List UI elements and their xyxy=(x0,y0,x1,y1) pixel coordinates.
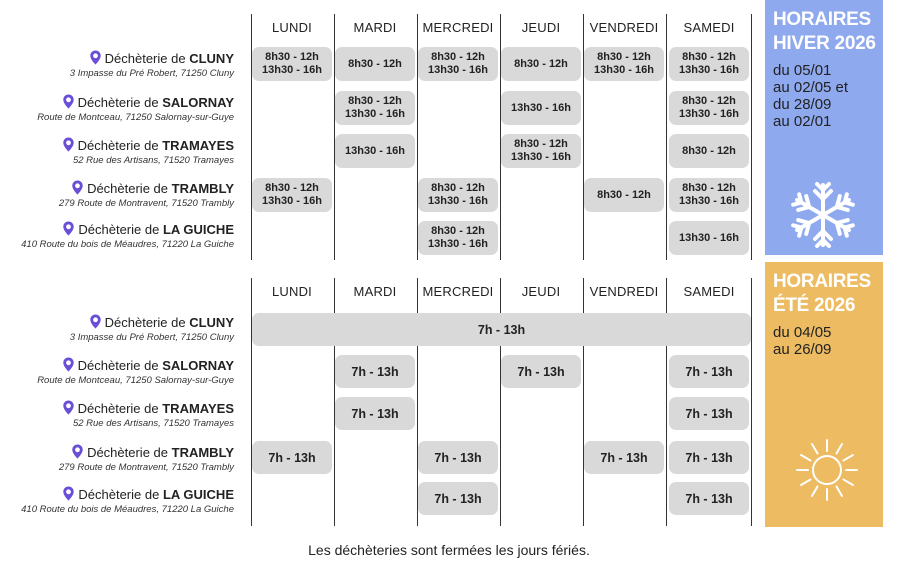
slot-time: 8h30 - 12h xyxy=(431,182,485,194)
slot-time: 7h - 13h xyxy=(685,406,733,421)
slot-time: 8h30 - 12h xyxy=(682,95,736,107)
schedule-slot xyxy=(501,91,581,125)
summer-title-line1: HORAIRES xyxy=(773,271,871,292)
slot-time: 7h - 13h xyxy=(685,450,733,465)
schedule-slot xyxy=(418,441,498,474)
site-prefix: Déchèterie de xyxy=(87,445,169,460)
site-name xyxy=(70,314,234,331)
schedule-slot xyxy=(669,134,749,168)
site-town: CLUNY xyxy=(189,51,234,66)
day-header: MARDI xyxy=(353,284,397,299)
site-prefix: Déchèterie de xyxy=(104,51,186,66)
day-header: LUNDI xyxy=(271,284,312,299)
slot-time: 7h - 13h xyxy=(517,364,565,379)
slot-time: 8h30 - 12h xyxy=(682,144,736,157)
site-name xyxy=(59,180,234,197)
site-label xyxy=(62,400,234,430)
site-address: 52 Rue des Artisans, 71520 Tramayes xyxy=(72,418,234,429)
location-pin-icon xyxy=(89,314,102,329)
site-label xyxy=(70,50,234,80)
winter-dates xyxy=(765,56,883,130)
slot-time: 7h - 13h xyxy=(685,491,733,506)
schedule-slot xyxy=(669,178,749,212)
slot-time: 7h - 13h xyxy=(351,406,399,421)
day-header: VENDREDI xyxy=(589,20,659,35)
slot-time: 8h30 - 12h xyxy=(265,51,319,63)
day-header: VENDREDI xyxy=(589,284,659,299)
site-town: LA GUICHE xyxy=(162,487,234,502)
summer-title xyxy=(765,262,883,318)
schedule-slot xyxy=(669,221,749,255)
site-prefix: Déchèterie de xyxy=(78,222,160,237)
snowflake-icon xyxy=(789,181,857,249)
location-pin-icon xyxy=(62,221,75,236)
site-town: SALORNAY xyxy=(162,95,234,110)
location-pin-icon xyxy=(62,137,75,152)
schedule-slot xyxy=(584,178,664,212)
schedule-slot xyxy=(418,221,498,255)
site-label xyxy=(21,486,234,516)
site-name xyxy=(37,357,234,374)
site-address: 3 Impasse du Pré Robert, 71250 Cluny xyxy=(69,332,234,343)
schedule-slot xyxy=(669,397,749,430)
site-address: Route de Montceau, 71250 Salornay-sur-Guye xyxy=(37,112,234,123)
slot-time: 8h30 - 12h xyxy=(682,182,736,194)
schedule-slot xyxy=(335,91,415,125)
slot-time: 13h30 - 16h xyxy=(594,64,654,76)
slot-time: 13h30 - 16h xyxy=(679,231,739,244)
schedule-slot xyxy=(335,397,415,430)
slot-time: 13h30 - 16h xyxy=(511,151,571,163)
slot-time: 7h - 13h xyxy=(351,364,399,379)
slot-time: 7h - 13h xyxy=(434,491,482,506)
schedule-slot xyxy=(501,355,581,388)
slot-time: 8h30 - 12h xyxy=(682,51,736,63)
site-address: 3 Impasse du Pré Robert, 71250 Cluny xyxy=(69,68,234,79)
slot-time: 8h30 - 12h xyxy=(431,51,485,63)
day-header: JEUDI xyxy=(521,20,561,35)
schedule-slot xyxy=(669,47,749,81)
slot-time: 13h30 - 16h xyxy=(679,108,739,120)
column-divider xyxy=(666,14,667,260)
site-prefix: Déchèterie de xyxy=(77,401,159,416)
slot-time: 13h30 - 16h xyxy=(262,64,322,76)
schedule-slot xyxy=(252,47,332,81)
location-pin-icon xyxy=(71,180,84,195)
schedule-slot-all-week xyxy=(252,313,751,346)
slot-time: 8h30 - 12h xyxy=(597,188,651,201)
site-name xyxy=(62,400,234,417)
site-town: TRAMAYES xyxy=(162,401,234,416)
schedule-slot xyxy=(335,355,415,388)
site-address: 410 Route du bois de Méaudres, 71220 La Guiche xyxy=(21,504,234,515)
site-prefix: Déchèterie de xyxy=(104,315,186,330)
day-header: SAMEDI xyxy=(683,20,735,35)
slot-time: 13h30 - 16h xyxy=(511,101,571,114)
site-name xyxy=(37,94,234,111)
site-town: LA GUICHE xyxy=(162,222,234,237)
site-prefix: Déchèterie de xyxy=(77,358,159,373)
site-label xyxy=(37,94,234,124)
winter-title-line1: HORAIRES xyxy=(773,9,871,30)
winter-date-line: au 02/01 xyxy=(773,113,832,130)
day-header: JEUDI xyxy=(521,284,561,299)
slot-time: 8h30 - 12h xyxy=(348,57,402,70)
slot-time: 13h30 - 16h xyxy=(679,64,739,76)
sun-icon xyxy=(791,434,863,506)
slot-time: 7h - 13h xyxy=(268,450,316,465)
location-pin-icon xyxy=(89,50,102,65)
slot-time: 8h30 - 12h xyxy=(265,182,319,194)
slot-time: 7h - 13h xyxy=(600,450,648,465)
footer-note: Les déchèteries sont fermées les jours fériés. xyxy=(308,542,590,558)
site-name xyxy=(21,221,234,238)
summer-title-line2: ÉTÉ 2026 xyxy=(773,295,856,316)
winter-panel xyxy=(765,0,883,255)
site-address: Route de Montceau, 71250 Salornay-sur-Guye xyxy=(37,375,234,386)
site-prefix: Déchèterie de xyxy=(77,138,159,153)
column-divider xyxy=(751,278,752,526)
schedule-slot xyxy=(584,47,664,81)
schedule-slot xyxy=(584,441,664,474)
schedule-slot xyxy=(669,441,749,474)
slot-time: 7h - 13h xyxy=(434,450,482,465)
slot-time: 13h30 - 16h xyxy=(428,195,488,207)
day-header: MERCREDI xyxy=(422,20,494,35)
day-header: MERCREDI xyxy=(422,284,494,299)
site-town: CLUNY xyxy=(189,315,234,330)
location-pin-icon xyxy=(62,400,75,415)
location-pin-icon xyxy=(62,94,75,109)
site-name xyxy=(62,137,234,154)
site-address: 410 Route du bois de Méaudres, 71220 La Guiche xyxy=(21,239,234,250)
slot-time: 7h - 13h xyxy=(685,364,733,379)
day-header: LUNDI xyxy=(271,20,312,35)
column-divider xyxy=(251,278,252,526)
slot-time: 8h30 - 12h xyxy=(348,95,402,107)
schedule-slot xyxy=(335,47,415,81)
winter-title xyxy=(765,0,883,56)
site-label xyxy=(62,137,234,167)
schedule-slot xyxy=(501,47,581,81)
winter-title-line2: HIVER 2026 xyxy=(773,33,876,54)
winter-date-line: du 05/01 xyxy=(773,62,832,79)
winter-date-line: du 28/09 xyxy=(773,96,832,113)
site-address: 52 Rue des Artisans, 71520 Tramayes xyxy=(72,155,234,166)
day-header: MARDI xyxy=(353,20,397,35)
slot-time: 13h30 - 16h xyxy=(428,238,488,250)
summer-date-line: du 04/05 xyxy=(773,324,832,341)
site-town: TRAMBLY xyxy=(171,181,234,196)
day-header: SAMEDI xyxy=(683,284,735,299)
site-address: 279 Route de Montravent, 71520 Trambly xyxy=(58,198,234,209)
site-name xyxy=(21,486,234,503)
site-address: 279 Route de Montravent, 71520 Trambly xyxy=(58,462,234,473)
schedule-slot xyxy=(418,47,498,81)
schedule-slot xyxy=(418,482,498,515)
site-label xyxy=(59,444,234,474)
slot-time: 8h30 - 12h xyxy=(514,138,568,150)
site-prefix: Déchèterie de xyxy=(87,181,169,196)
schedule-slot xyxy=(335,134,415,168)
site-label xyxy=(21,221,234,251)
summer-date-line: au 26/09 xyxy=(773,341,832,358)
summer-panel xyxy=(765,262,883,527)
location-pin-icon xyxy=(71,444,84,459)
site-town: TRAMAYES xyxy=(162,138,234,153)
location-pin-icon xyxy=(62,357,75,372)
schedule-slot xyxy=(501,134,581,168)
location-pin-icon xyxy=(62,486,75,501)
slot-time: 13h30 - 16h xyxy=(679,195,739,207)
slot-time: 13h30 - 16h xyxy=(345,108,405,120)
site-label xyxy=(37,357,234,387)
site-prefix: Déchèterie de xyxy=(78,487,160,502)
column-divider xyxy=(751,14,752,260)
site-prefix: Déchèterie de xyxy=(77,95,159,110)
schedule-slot xyxy=(669,355,749,388)
site-name xyxy=(59,444,234,461)
site-label xyxy=(70,314,234,344)
site-name xyxy=(70,50,234,67)
winter-date-line: au 02/05 et xyxy=(773,79,849,96)
schedule-slot xyxy=(252,441,332,474)
slot-time: 13h30 - 16h xyxy=(428,64,488,76)
slot-time: 13h30 - 16h xyxy=(345,144,405,157)
slot-time: 7h - 13h xyxy=(477,322,526,337)
site-town: SALORNAY xyxy=(162,358,234,373)
schedule-slot xyxy=(669,482,749,515)
slot-time: 13h30 - 16h xyxy=(262,195,322,207)
schedule-slot xyxy=(418,178,498,212)
schedule-slot xyxy=(669,91,749,125)
slot-time: 8h30 - 12h xyxy=(597,51,651,63)
slot-time: 8h30 - 12h xyxy=(431,225,485,237)
slot-time: 8h30 - 12h xyxy=(514,57,568,70)
schedule-slot xyxy=(252,178,332,212)
summer-dates xyxy=(765,318,883,358)
site-label xyxy=(59,180,234,210)
site-town: TRAMBLY xyxy=(171,445,234,460)
